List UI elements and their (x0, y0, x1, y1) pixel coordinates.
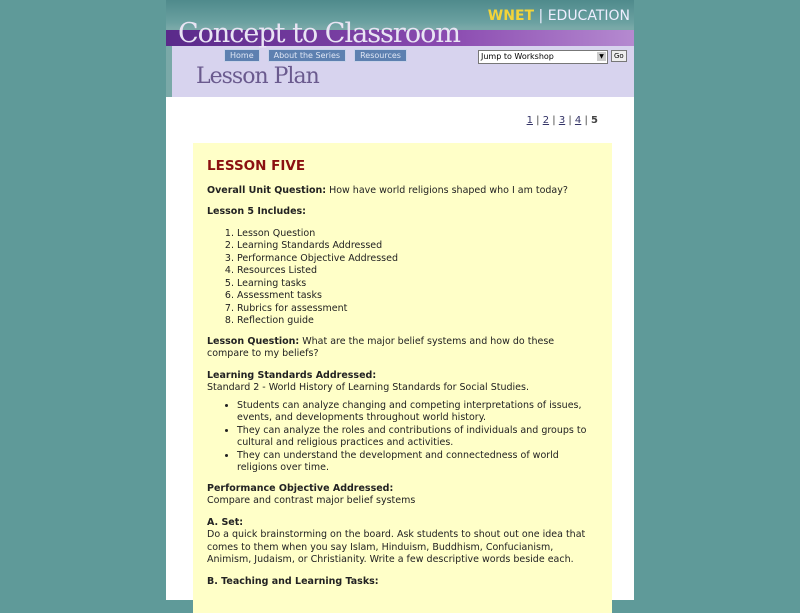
unit-question (207, 185, 598, 198)
label: Lesson 5 Includes: (207, 206, 306, 217)
list-item: 3. Performance Objective Addressed (237, 253, 598, 266)
text: Standard 2 - World History of Learning Standards for Social Studies. (207, 382, 529, 393)
standards-list (207, 400, 598, 475)
list-item: 7. Rubrics for assessment (237, 303, 598, 316)
text: Compare and contrast major belief systems (207, 495, 416, 506)
includes-list (207, 228, 598, 328)
nav (224, 49, 407, 62)
page-2[interactable]: 2 (542, 115, 550, 126)
label: Learning Standards Addressed: (207, 369, 377, 381)
set-section (207, 517, 598, 567)
go-button[interactable]: Go (611, 50, 627, 62)
list-item: 5. Learning tasks (237, 278, 598, 291)
label: Performance Objective Addressed: (207, 482, 394, 494)
list-item: 4. Resources Listed (237, 265, 598, 278)
select-value: Jump to Workshop (481, 52, 554, 61)
page-current: 5 (591, 115, 598, 126)
text: What are the major belief systems and how do these compare to my beliefs? (207, 335, 555, 359)
section-title: Lesson Plan (196, 64, 319, 89)
list-item: 1. Lesson Question (237, 228, 598, 241)
page-4[interactable]: 4 (574, 115, 582, 126)
list-item: • They can analyze the roles and contributions of individuals and groups to cultural and religious practices and activities. (237, 425, 598, 450)
list-item: 8. Reflection guide (237, 315, 598, 328)
tasks-section (207, 576, 598, 589)
label: B. Teaching and Learning Tasks: (207, 575, 379, 587)
page-1[interactable]: 1 (526, 115, 533, 126)
label: Lesson Question: (207, 335, 300, 347)
standards-label (207, 370, 598, 395)
list-item: • They can understand the development and connectedness of world religions over time. (237, 450, 598, 475)
nav-resources[interactable]: Resources (354, 49, 407, 62)
chevron-down-icon: ▼ (597, 52, 606, 61)
banner (166, 0, 634, 97)
page-3[interactable]: 3 (558, 115, 566, 126)
lesson-content (193, 143, 612, 613)
list-item: • Students can analyze changing and competing interpretations of issues, events, and developments throughout world history. (237, 400, 598, 425)
list-item: 6. Assessment tasks (237, 290, 598, 303)
lesson-question (207, 336, 598, 361)
list-item: 2. Learning Standards Addressed (237, 240, 598, 253)
nav-home[interactable]: Home (224, 49, 260, 62)
label: A. Set: (207, 516, 244, 528)
education-text: EDUCATION (547, 8, 630, 24)
performance-objective (207, 483, 598, 508)
brand-logo[interactable]: Concept to Classroom (178, 18, 460, 49)
label: Overall Unit Question: (207, 184, 327, 196)
wnet-logo[interactable]: WNET | EDUCATION (487, 8, 630, 24)
jump-to-workshop-select[interactable] (478, 50, 608, 64)
pager: 1 | 2 | 3 | 4 | 5 (526, 115, 598, 126)
lesson-title: LESSON FIVE (207, 158, 306, 174)
text: Do a quick brainstorming on the board. Ask students to shout out one idea that comes to them when you say Islam, Hinduism, Buddhism, Confucianism, Animism, Judaism, or Christianity. Write a few descriptive words beside each. (207, 529, 586, 565)
nav-about[interactable]: About the Series (268, 49, 346, 62)
includes-label (207, 206, 598, 219)
page (166, 0, 634, 600)
text: How have world religions shaped who I am today? (326, 184, 568, 196)
wnet-text: WNET (487, 8, 535, 24)
